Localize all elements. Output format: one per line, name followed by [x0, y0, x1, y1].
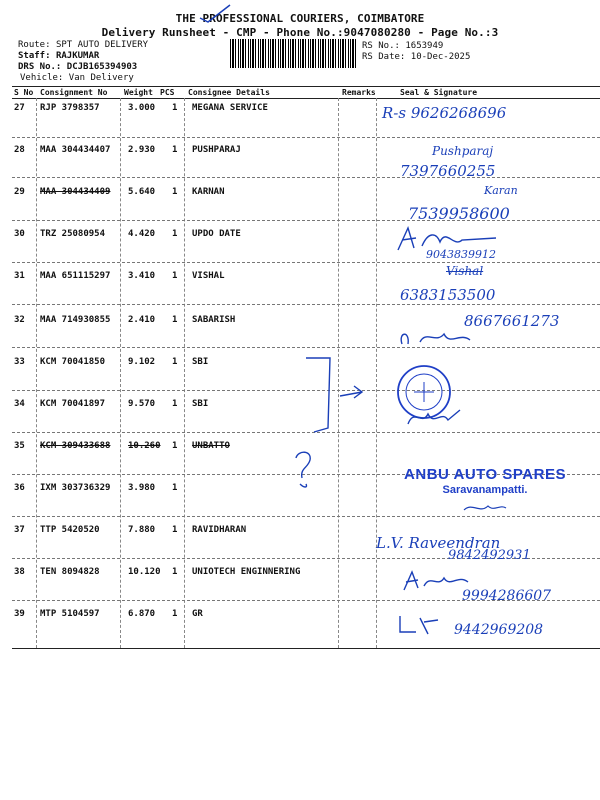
barcode	[230, 39, 358, 68]
col-consignment: Consignment No	[40, 88, 108, 97]
signature-row-32-phone: 8667661273	[464, 312, 560, 330]
col-consignee: Consignee Details	[188, 88, 270, 97]
staff-line: Staff: RAJKUMAR	[18, 51, 100, 61]
table-row: 29 MAA 304434409 5.640 1 KARNAN	[14, 187, 225, 197]
signature-row-27: R-s 9626268696	[382, 104, 507, 122]
signature-row-32-scribble	[396, 322, 506, 350]
signature-row-31-name: Vishal	[446, 264, 484, 278]
col-pcs: PCS	[160, 88, 175, 97]
col-weight: Weight	[124, 88, 153, 97]
rs-no-line: RS No.: 1653949	[362, 41, 444, 51]
col-remarks: Remarks	[342, 88, 376, 97]
col-seal: Seal & Signature	[400, 88, 478, 97]
check-mark-icon	[196, 2, 236, 24]
vehicle-line: Vehicle: Van Delivery	[20, 73, 134, 83]
table-top-rule	[12, 86, 600, 87]
table-row: 27 RJP 3798357 3.000 1 MEGANA SERVICE	[14, 103, 268, 113]
company-stamp: ANBU AUTO SPARES Saravanampatti.	[404, 466, 566, 496]
document-title: THE PROFESSIONAL COURIERS, COIMBATORE	[175, 12, 425, 25]
document-subtitle: Delivery Runsheet - CMP - Phone No.:9047080280 - Page No.:3	[101, 26, 499, 39]
drs-line: DRS No.: DCJB165394903	[18, 62, 138, 72]
signature-row-28-name: Pushparaj	[432, 144, 494, 158]
signature-row-31-phone: 6383153500	[400, 286, 496, 304]
signature-row-38-phone: 9994286607	[462, 588, 552, 604]
route-line: Route: SPT AUTO DELIVERY	[18, 40, 149, 50]
table-bottom-rule	[12, 648, 600, 649]
signature-row-30-phone: 9043839912	[426, 248, 496, 261]
signature-row-37-name: L.V. Raveendran	[376, 534, 501, 552]
bracket-arrow-mark	[300, 352, 370, 436]
table-row: 28 MAA 304434407 2.930 1 PUSHPARAJ	[14, 145, 241, 155]
question-mark-icon	[290, 448, 318, 492]
table-row: 34 KCM 70041897 9.570 1 SBI	[14, 399, 209, 409]
table-row: 38 TEN 8094828 10.120 1 UNIOTECH ENGINNERING	[14, 567, 301, 577]
table-row: 39 MTP 5104597 6.870 1 GR	[14, 609, 203, 619]
col-sno: S No	[14, 88, 34, 97]
signature-row-34-scribble	[404, 404, 464, 430]
signature-row-37-phone: 9842492931	[448, 548, 531, 563]
signature-row-29-name: Karan	[484, 184, 518, 197]
signature-row-28-phone: 7397660255	[400, 162, 496, 180]
table-row: 36 IXM 303736329 3.980 1	[14, 483, 178, 493]
signature-row-36-scribble	[460, 500, 510, 516]
rs-date-line: RS Date: 10-Dec-2025	[362, 52, 471, 62]
table-row: 33 KCM 70041850 9.102 1 SBI	[14, 357, 209, 367]
table-row: 35 KCM 309433688 10.260 1 UNBATTO	[14, 441, 230, 451]
table-row: 37 TTP 5420520 7.880 1 RAVIDHARAN	[14, 525, 247, 535]
signature-row-39-scribble	[394, 612, 444, 638]
signature-row-29-phone: 7539958600	[408, 204, 510, 223]
table-row: 31 MAA 651115297 3.410 1 VISHAL	[14, 271, 225, 281]
table-row: 32 MAA 714930855 2.410 1 SABARISH	[14, 315, 236, 325]
table-row: 30 TRZ 25080954 4.420 1 UPDO DATE	[14, 229, 241, 239]
signature-row-39-phone: 9442969208	[454, 622, 544, 638]
